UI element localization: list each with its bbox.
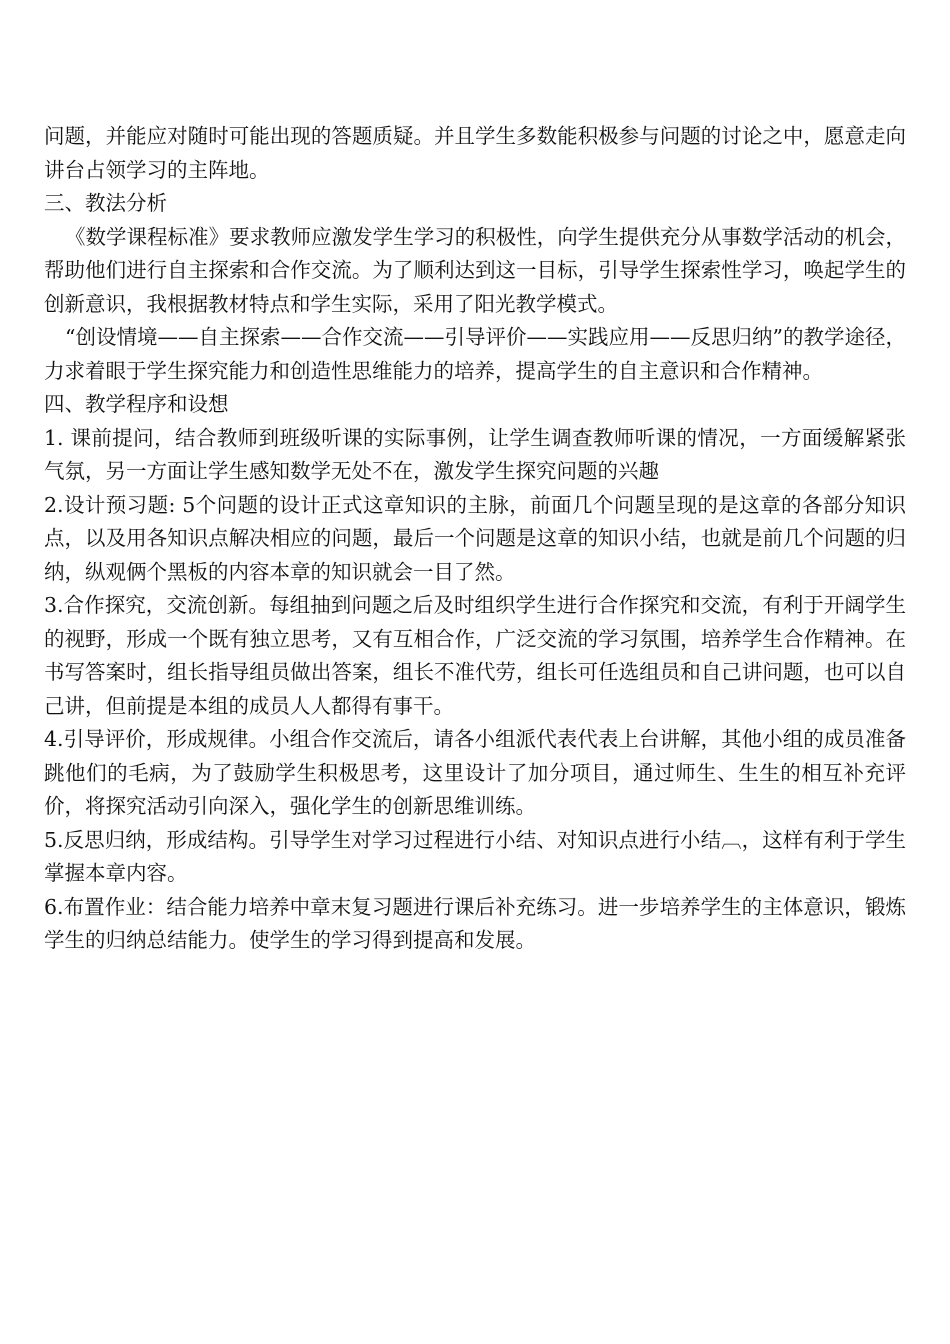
paragraph-teaching-approach: “创设情境——自主探索——合作交流——引导评价——实践应用——反思归纳”的教学途径，力求着眼于学生探究能力和创造性思维能力的培养，提高学生的自主意识和合作精神。	[44, 325, 906, 383]
paragraph-curriculum-standard: 《数学课程标准》要求教师应激发学生学习的积极性，向学生提供充分从事数学活动的机会，帮助他们进行自主探索和合作交流。为了顺利达到这一目标，引导学生探索性学习，唤起学生的创新意识，我根据教材特点和学生实际，采用了阳光教学模式。	[44, 224, 906, 316]
list-item-2: 2.设计预习题: 5个问题的设计正式这章知识的主脉，前面几个问题呈现的是这章的各部分知识点，以及用各知识点解决相应的问题，最后一个问题是这章的知识小结，也就是前几个问题的归纳，纵观俩个黑板的内容本章的知识就会一目了然。	[44, 492, 906, 584]
heading-teaching-method-analysis: 三、教法分析	[44, 191, 167, 215]
list-item-5: 5.反思归纳，形成结构。引导学生对学习过程进行小结、对知识点进行小结︹，这样有利于学生掌握本章内容。	[44, 827, 906, 885]
list-item-4: 4.引导评价，形成规律。小组合作交流后，请各小组派代表代表上台讲解，其他小组的成员准备跳他们的毛病，为了鼓励学生积极思考，这里设计了加分项目，通过师生、生生的相互补充评价，将探究活动引向深入，强化学生的创新思维训练。	[44, 727, 906, 818]
paragraph-student-analysis-end: 问题，并能应对随时可能出现的答题质疑。并且学生多数能积极参与问题的讨论之中，愿意走向讲台占领学习的主阵地。	[44, 124, 906, 182]
document-page	[44, 120, 906, 958]
list-item-1: 1. 课前提问，结合教师到班级听课的实际事例，让学生调查教师听课的情况，一方面缓解紧张气氛，另一方面让学生感知数学无处不在，激发学生探究问题的兴趣	[44, 425, 906, 483]
list-item-6: 6.布置作业：结合能力培养中章末复习题进行课后补充练习。进一步培养学生的主体意识，锻炼学生的归纳总结能力。使学生的学习得到提高和发展。	[44, 894, 906, 952]
list-item-3: 3.合作探究，交流创新。每组抽到问题之后及时组织学生进行合作探究和交流，有利于开阔学生的视野，形成一个既有独立思考，又有互相合作，广泛交流的学习氛围，培养学生合作精神。在书写答案时，组长指导组员做出答案，组长不准代劳，组长可任选组员和自己讲问题，也可以自己讲，但前提是本组的成员人人都得有事干。	[44, 593, 906, 718]
heading-teaching-procedure: 四、教学程序和设想	[44, 392, 229, 416]
